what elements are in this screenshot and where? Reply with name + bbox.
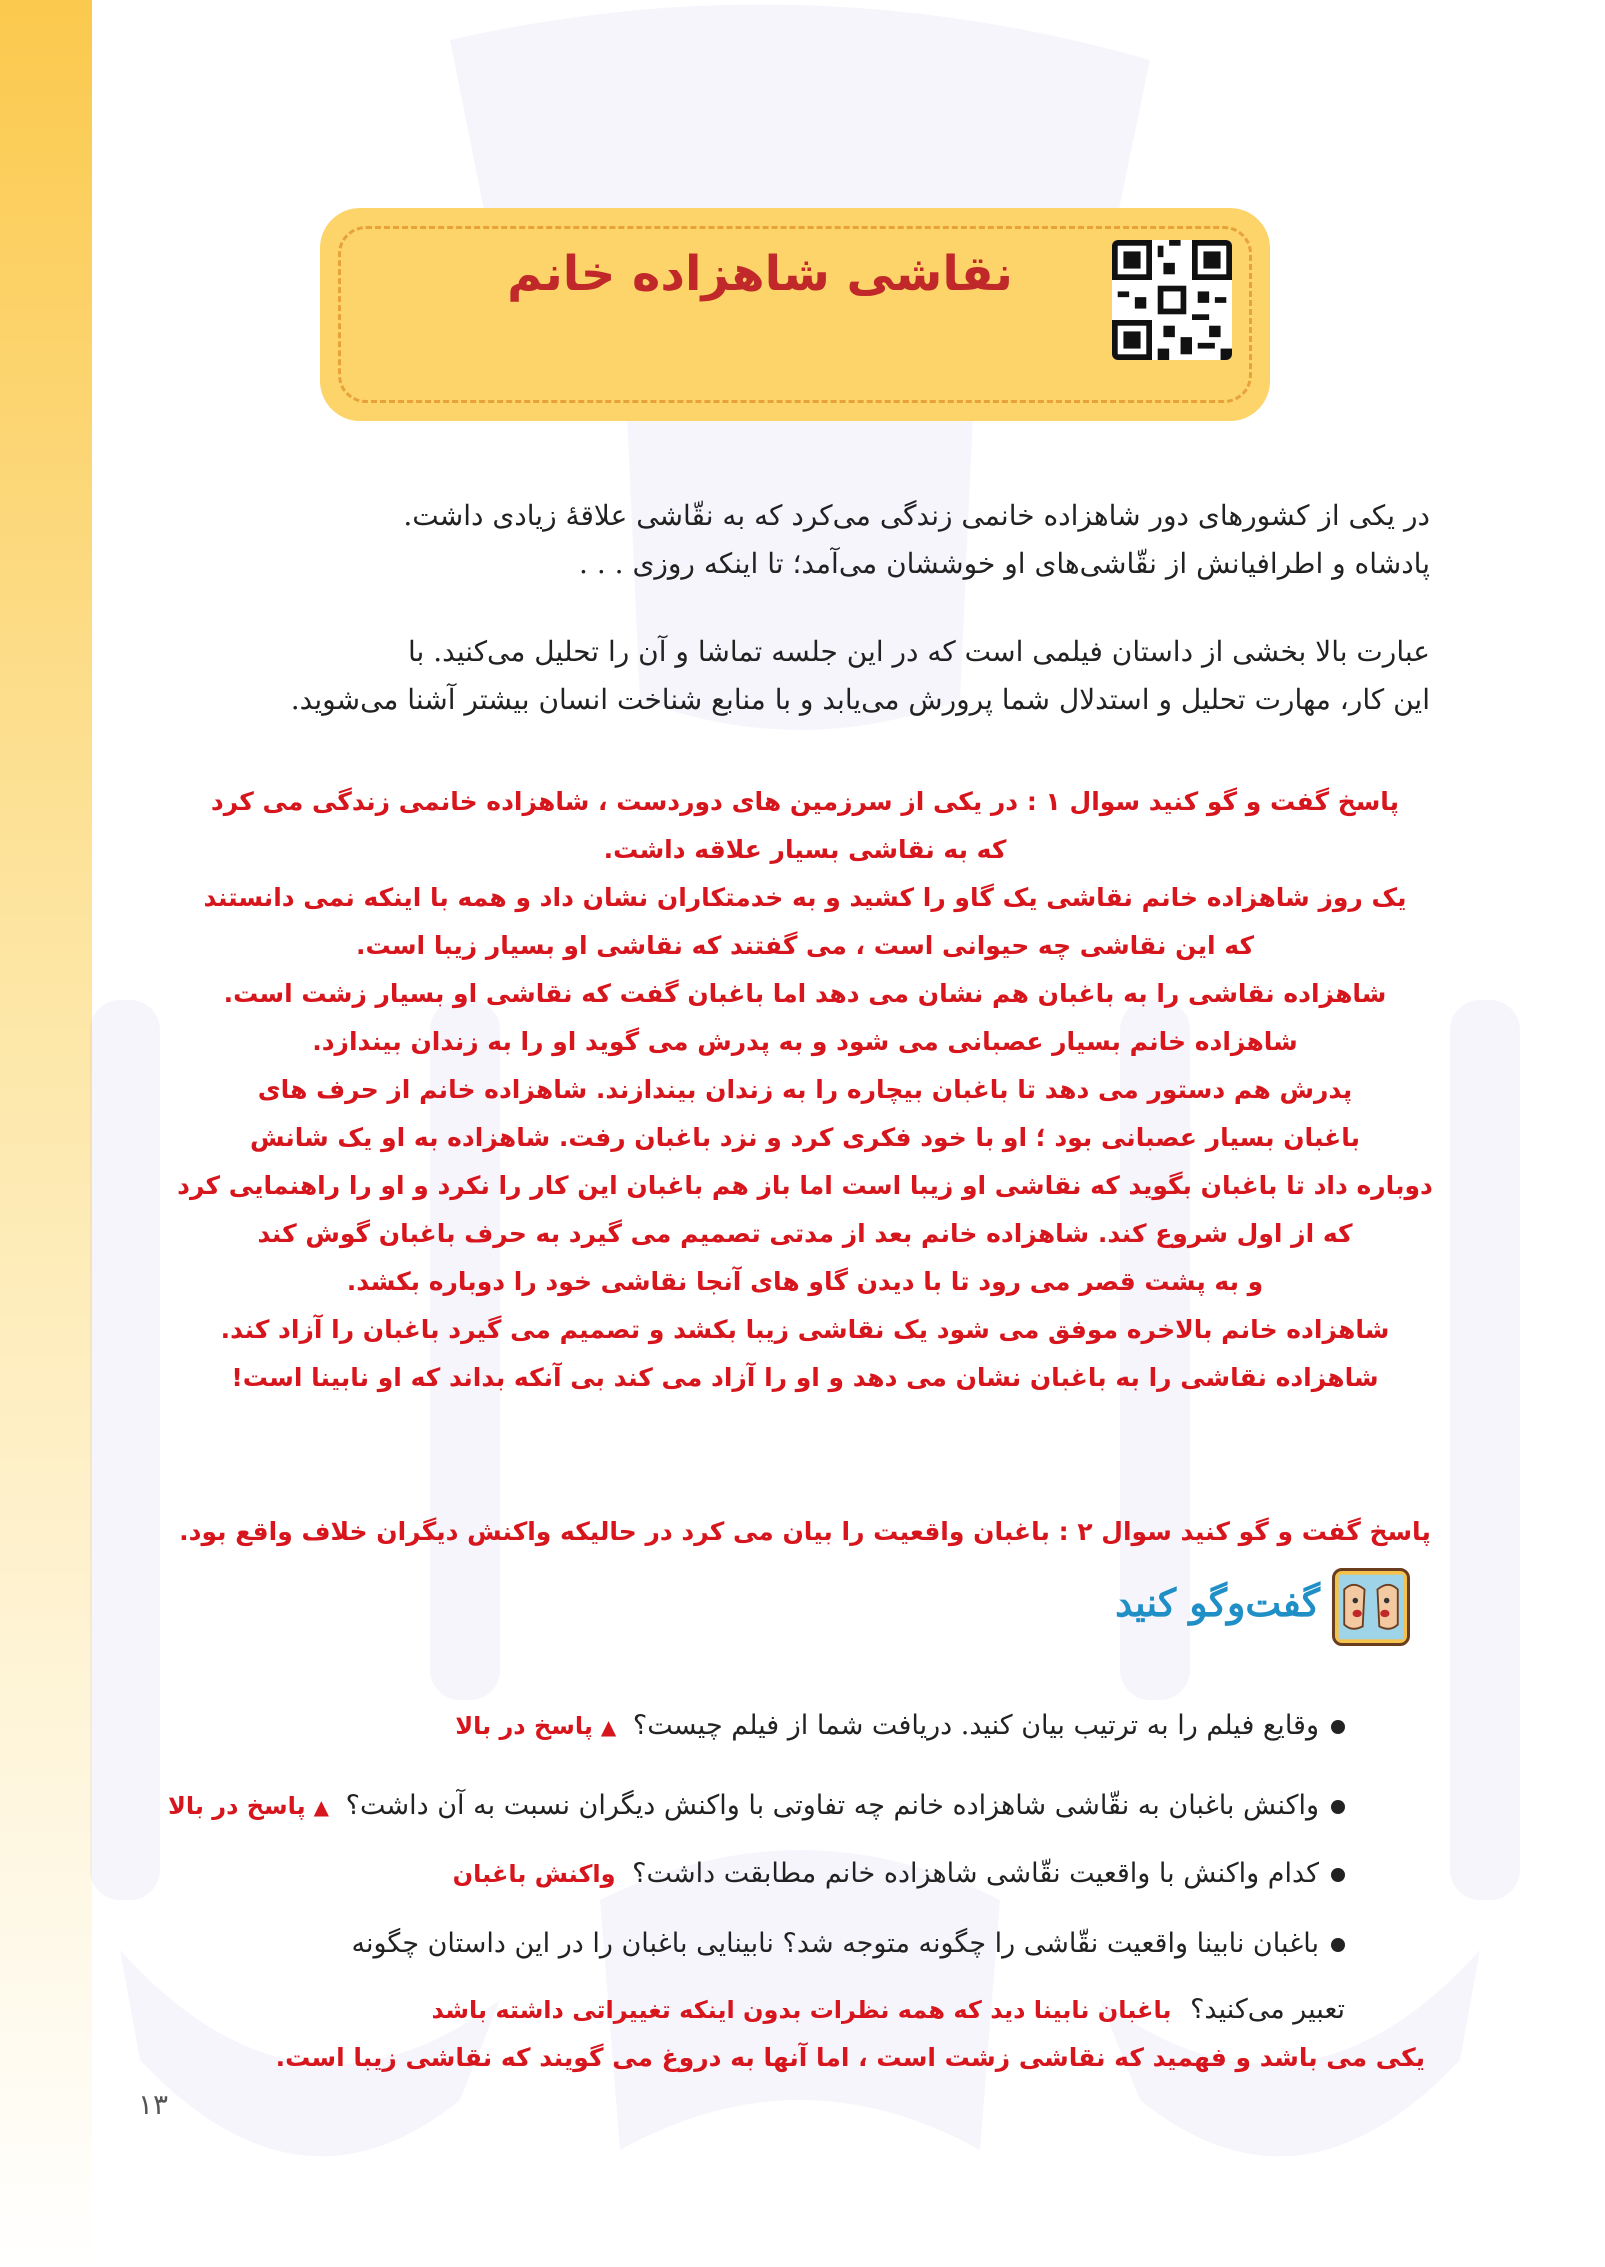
question-answer: واکنش باغبان [452, 1860, 616, 1888]
page-number: ۱۳ [138, 2088, 169, 2121]
answer-line: پاسخ گفت و گو کنید سوال ۱ : در یکی از سرزمین های دوردست ، شاهزاده خانمی زندگی می کرد [210, 787, 1400, 816]
question-2 [168, 1784, 1345, 1829]
answer-4-line-1: باغبان نابینا دید که همه نظرات بدون اینکه تغییراتی داشته باشد [431, 1996, 1172, 2024]
answer-line: شاهزاده نقاشی را به باغبان نشان می دهد و او را آزاد می کند بی آنکه بداند که او نابینا است! [231, 1363, 1379, 1392]
question-answer: پاسخ در بالا [455, 1712, 593, 1740]
answer-line: یک روز شاهزاده خانم نقاشی یک گاو را کشید و به خدمتکاران نشان داد و همه با اینکه نمی دانستند [203, 883, 1407, 912]
red-triangle-icon: ▲ [600, 1715, 617, 1739]
answer-line: شاهزاده نقاشی را به باغبان هم نشان می دهد اما باغبان گفت که نقاشی او بسیار زشت است. [223, 979, 1387, 1008]
answer-line: که از اول شروع کند. شاهزاده خانم بعد از مدتی تصمیم می گیرد به حرف باغبان گوش کند [257, 1219, 1353, 1248]
side-stripe [0, 0, 92, 2267]
bullet-icon [1331, 1720, 1345, 1734]
answer-line: و به پشت قصر می رود تا با دیدن گاو های آنجا نقاشی خود را دوباره بکشد. [346, 1267, 1264, 1296]
question-1 [455, 1704, 1345, 1749]
question-text: کدام واکنش با واقعیت نقّاشی شاهزاده خانم مطابقت داشت؟ [632, 1858, 1319, 1889]
title-banner [320, 208, 1270, 421]
qr-code-icon[interactable] [1112, 240, 1232, 360]
answer-line: شاهزاده خانم بالاخره موفق می شود یک نقاشی زیبا بکشد و تصمیم می گیرد باغبان را آزاد کند. [220, 1315, 1390, 1344]
answer-2: پاسخ گفت و گو کنید سوال ۲ : باغبان واقعیت را بیان می کرد در حالیکه واکنش دیگران خلاف واقع بود. [179, 1517, 1431, 1546]
answer-1 [170, 778, 1440, 1402]
intro-paragraph-2 [190, 628, 1430, 724]
discussion-icon [1332, 1568, 1410, 1646]
answer-line: که به نقاشی بسیار علاقه داشت. [603, 835, 1007, 864]
bullet-icon [1331, 1938, 1345, 1952]
bullet-icon [1331, 1800, 1345, 1814]
intro-line: در یکی از کشورهای دور شاهزاده خانمی زندگی می‌کرد که به نقّاشی علاقهٔ زیادی داشت. [403, 499, 1430, 532]
question-text-cont: تعبیر می‌کنید؟ [1190, 1994, 1345, 2025]
intro-line: این کار، مهارت تحلیل و استدلال شما پرورش می‌یابد و با منابع شناخت انسان بیشتر آشنا می‌شوید. [290, 683, 1430, 716]
answer-line: شاهزاده خانم بسیار عصبانی می شود و به پدرش می گوید او را به زندان بیندازد. [312, 1027, 1298, 1056]
answer-4-line-2: یکی می باشد و فهمید که نقاشی زشت است ، اما آنها به دروغ می گویند که نقاشی زیبا است. [275, 2043, 1425, 2072]
question-text: وقایع فیلم را به ترتیب بیان کنید. دریافت شما از فیلم چیست؟ [632, 1710, 1319, 1741]
intro-paragraph-1 [190, 492, 1430, 588]
discussion-heading [1080, 1568, 1410, 1648]
question-4-continued [432, 1988, 1346, 2032]
question-3 [453, 1852, 1345, 1896]
intro-line: پادشاه و اطرافیانش از نقّاشی‌های او خوششان می‌آمد؛ تا اینکه روزی . . . [579, 547, 1430, 580]
question-4 [351, 1922, 1345, 1966]
question-text: باغبان نابینا واقعیت نقّاشی را چگونه متوجه شد؟ نابینایی باغبان را در این داستان چگونه [351, 1928, 1319, 1959]
red-triangle-icon: ▲ [313, 1795, 330, 1819]
answer-line: باغبان بسیار عصبانی بود ؛ او با خود فکری کرد و نزد باغبان رفت. شاهزاده به او یک شانش [250, 1123, 1360, 1152]
answer-line: که این نقاشی چه حیوانی است ، می گفتند که نقاشی او بسیار زیبا است. [356, 931, 1254, 960]
question-answer: پاسخ در بالا [168, 1792, 306, 1820]
answer-line: دوباره داد تا باغبان بگوید که نقاشی او زیبا است اما باز هم باغبان این کار را نکرد و او را راهنمایی کرد [177, 1171, 1433, 1200]
page-title: نقاشی شاهزاده خانم [507, 246, 1013, 302]
question-text: واکنش باغبان به نقّاشی شاهزاده خانم چه تفاوتی با واکنش دیگران نسبت به آن داشت؟ [345, 1790, 1319, 1821]
answer-line: پدرش هم دستور می دهد تا باغبان بیچاره را به زندان بیندازند. شاهزاده خانم از حرف های [257, 1075, 1353, 1104]
bullet-icon [1331, 1868, 1345, 1882]
intro-line: عبارت بالا بخشی از داستان فیلمی است که در این جلسه تماشا و آن را تحلیل می‌کنید. با [408, 635, 1430, 668]
section-heading: گفت‌وگو کنید [1115, 1580, 1320, 1625]
